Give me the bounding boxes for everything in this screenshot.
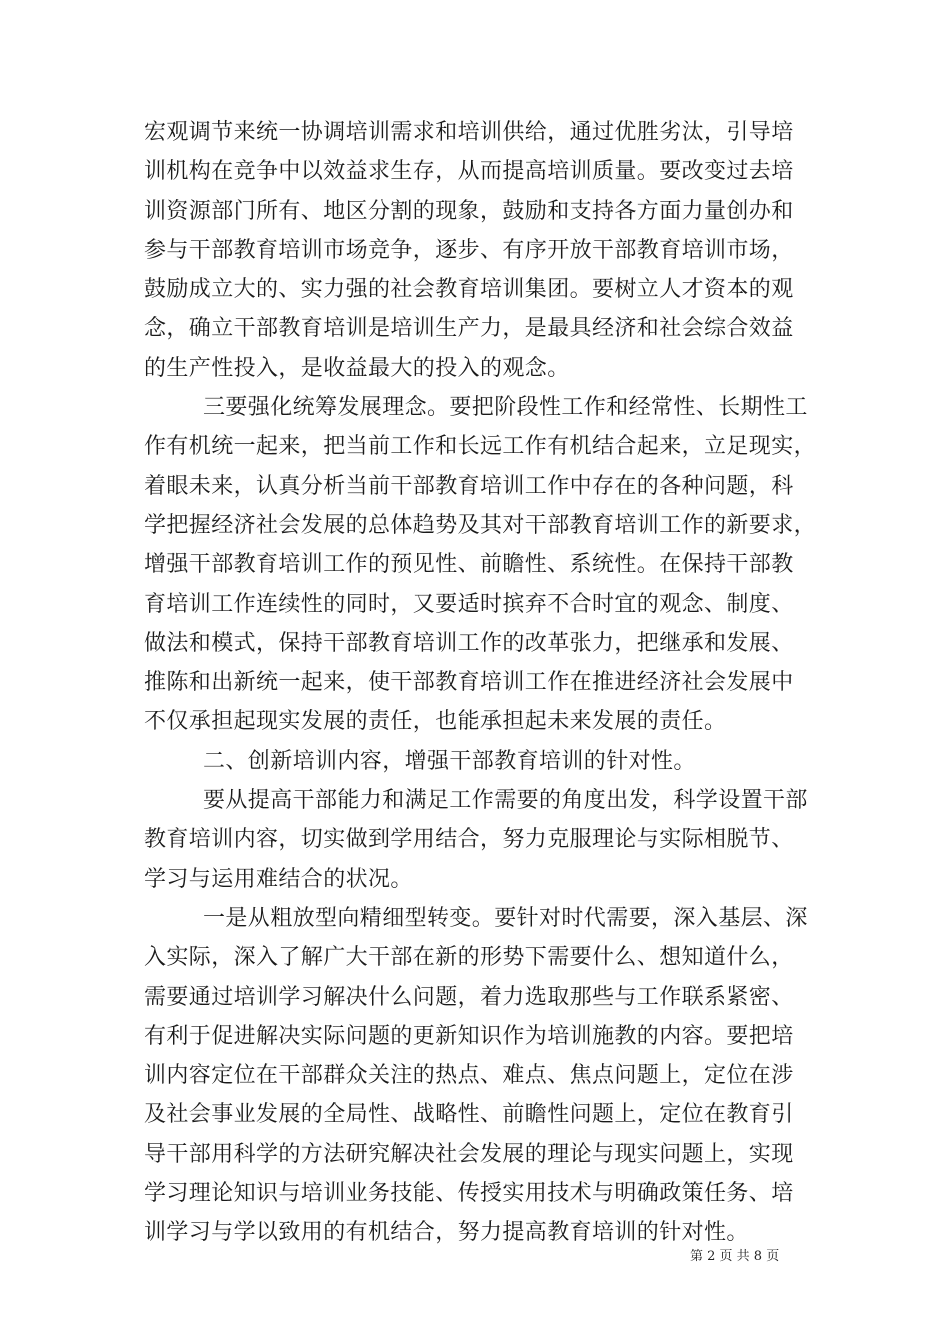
text-line: 鼓励成立大的、实力强的社会教育培训集团。要树立人才资本的观 — [144, 277, 794, 303]
text-line: 三要强化统筹发展理念。要把阶段性工作和经常性、长期性工 — [203, 395, 808, 421]
text-line: 不仅承担起现实发展的责任，也能承担起未来发展的责任。 — [144, 709, 727, 735]
text-line: 要从提高干部能力和满足工作需要的角度出发，科学设置干部 — [203, 788, 808, 814]
text-line: 推陈和出新统一起来，使干部教育培训工作在推进经济社会发展中 — [144, 670, 794, 696]
text-line: 训资源部门所有、地区分割的现象，鼓励和支持各方面力量创办和 — [144, 198, 794, 224]
text-line: 学习理论知识与培训业务技能、传授实用技术与明确政策任务、培 — [144, 1181, 794, 1207]
text-line: 一是从粗放型向精细型转变。要针对时代需要，深入基层、深 — [203, 905, 808, 931]
text-line: 作有机统一起来，把当前工作和长远工作有机结合起来，立足现实， — [144, 434, 817, 460]
text-line: 二、创新培训内容，增强干部教育培训的针对性。 — [203, 748, 696, 774]
paragraph-p3 — [144, 742, 822, 781]
document-body — [144, 113, 822, 1253]
text-line: 参与干部教育培训市场竞争，逐步、有序开放干部教育培训市场， — [144, 237, 794, 263]
text-line: 及社会事业发展的全局性、战略性、前瞻性问题上，定位在教育引 — [144, 1102, 794, 1128]
text-line: 需要通过培训学习解决什么问题，着力选取那些与工作联系紧密、 — [144, 984, 794, 1010]
text-line: 增强干部教育培训工作的预见性、前瞻性、系统性。在保持干部教 — [144, 552, 794, 578]
text-line: 学习与运用难结合的状况。 — [144, 866, 413, 892]
text-line: 教育培训内容，切实做到学用结合，努力克服理论与实际相脱节、 — [144, 827, 794, 853]
text-line: 训机构在竞争中以效益求生存，从而提高培训质量。要改变过去培 — [144, 159, 794, 185]
text-line: 训内容定位在干部群众关注的热点、难点、焦点问题上，定位在涉 — [144, 1063, 794, 1089]
text-line: 宏观调节来统一协调培训需求和培训供给，通过优胜劣汰，引导培 — [144, 120, 794, 145]
paragraph-p4 — [144, 781, 822, 899]
text-line: 育培训工作连续性的同时，又要适时摈弃不合时宜的观念、制度、 — [144, 591, 794, 617]
text-line: 导干部用科学的方法研究解决社会发展的理论与现实问题上，实现 — [144, 1141, 794, 1167]
text-line: 训学习与学以致用的有机结合，努力提高教育培训的针对性。 — [144, 1220, 749, 1246]
text-line: 入实际，深入了解广大干部在新的形势下需要什么、想知道什么， — [144, 945, 794, 971]
paragraph-p1 — [144, 113, 822, 388]
text-line: 着眼未来，认真分析当前干部教育培训工作中存在的各种问题，科 — [144, 473, 794, 499]
paragraph-p5 — [144, 899, 822, 1253]
text-line: 做法和模式，保持干部教育培训工作的改革张力，把继承和发展、 — [144, 630, 794, 656]
text-line: 学把握经济社会发展的总体趋势及其对干部教育培训工作的新要求， — [144, 512, 817, 538]
page-number-footer: 第 2 页 共 8 页 — [690, 1249, 780, 1264]
paragraph-p2 — [144, 388, 822, 742]
text-line: 的生产性投入，是收益最大的投入的观念。 — [144, 355, 570, 381]
text-line: 有利于促进解决实际问题的更新知识作为培训施教的内容。要把培 — [144, 1023, 794, 1049]
text-line: 念，确立干部教育培训是培训生产力，是最具经济和社会综合效益 — [144, 316, 794, 342]
